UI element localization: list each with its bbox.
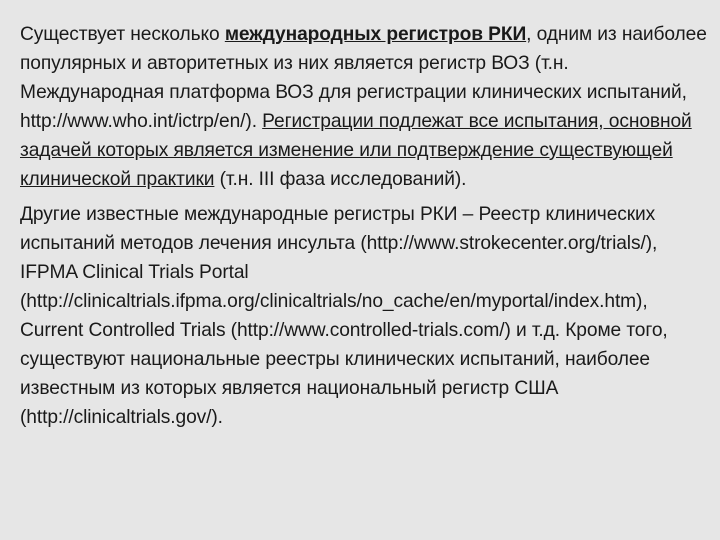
other-registries-text: Другие известные международные регистры РКИ – Реестр клинических испытаний методов лечения инсульта (http://www.strokecenter.org/trials/), IFPMA Clinical Trials Portal (http://clinicaltrials.ifpma.org/clinicaltrials/no_cache/en/myportal/index.htm), Current Controlled Trials (http://www.controlled-trials.com/) и т.д. Кроме того, существуют национальные реестры клинических испытаний, наиболее известным из которых является национальный регистр США (http://clinicaltrials.gov/). [20,204,668,428]
phase-note-text: (т.н. III фаза исследований). [214,169,467,190]
registration-requirement-text: Регистрации подлежат все испытания, основной задачей которых является изменение или подтверждение существующей клинической практики [20,111,692,190]
paragraph-other-registries [20,200,712,432]
intro-text: Существует несколько [20,24,225,45]
paragraph-registries-intro [20,20,712,194]
international-registries-term: международных регистров РКИ [224,24,527,45]
who-registry-text: , одним из наиболее популярных и авторитетных из них является регистр ВОЗ (т.н. Международная платформа ВОЗ для регистрации клинических испытаний, http://www.who.int/ictrp/en/). [20,24,707,132]
